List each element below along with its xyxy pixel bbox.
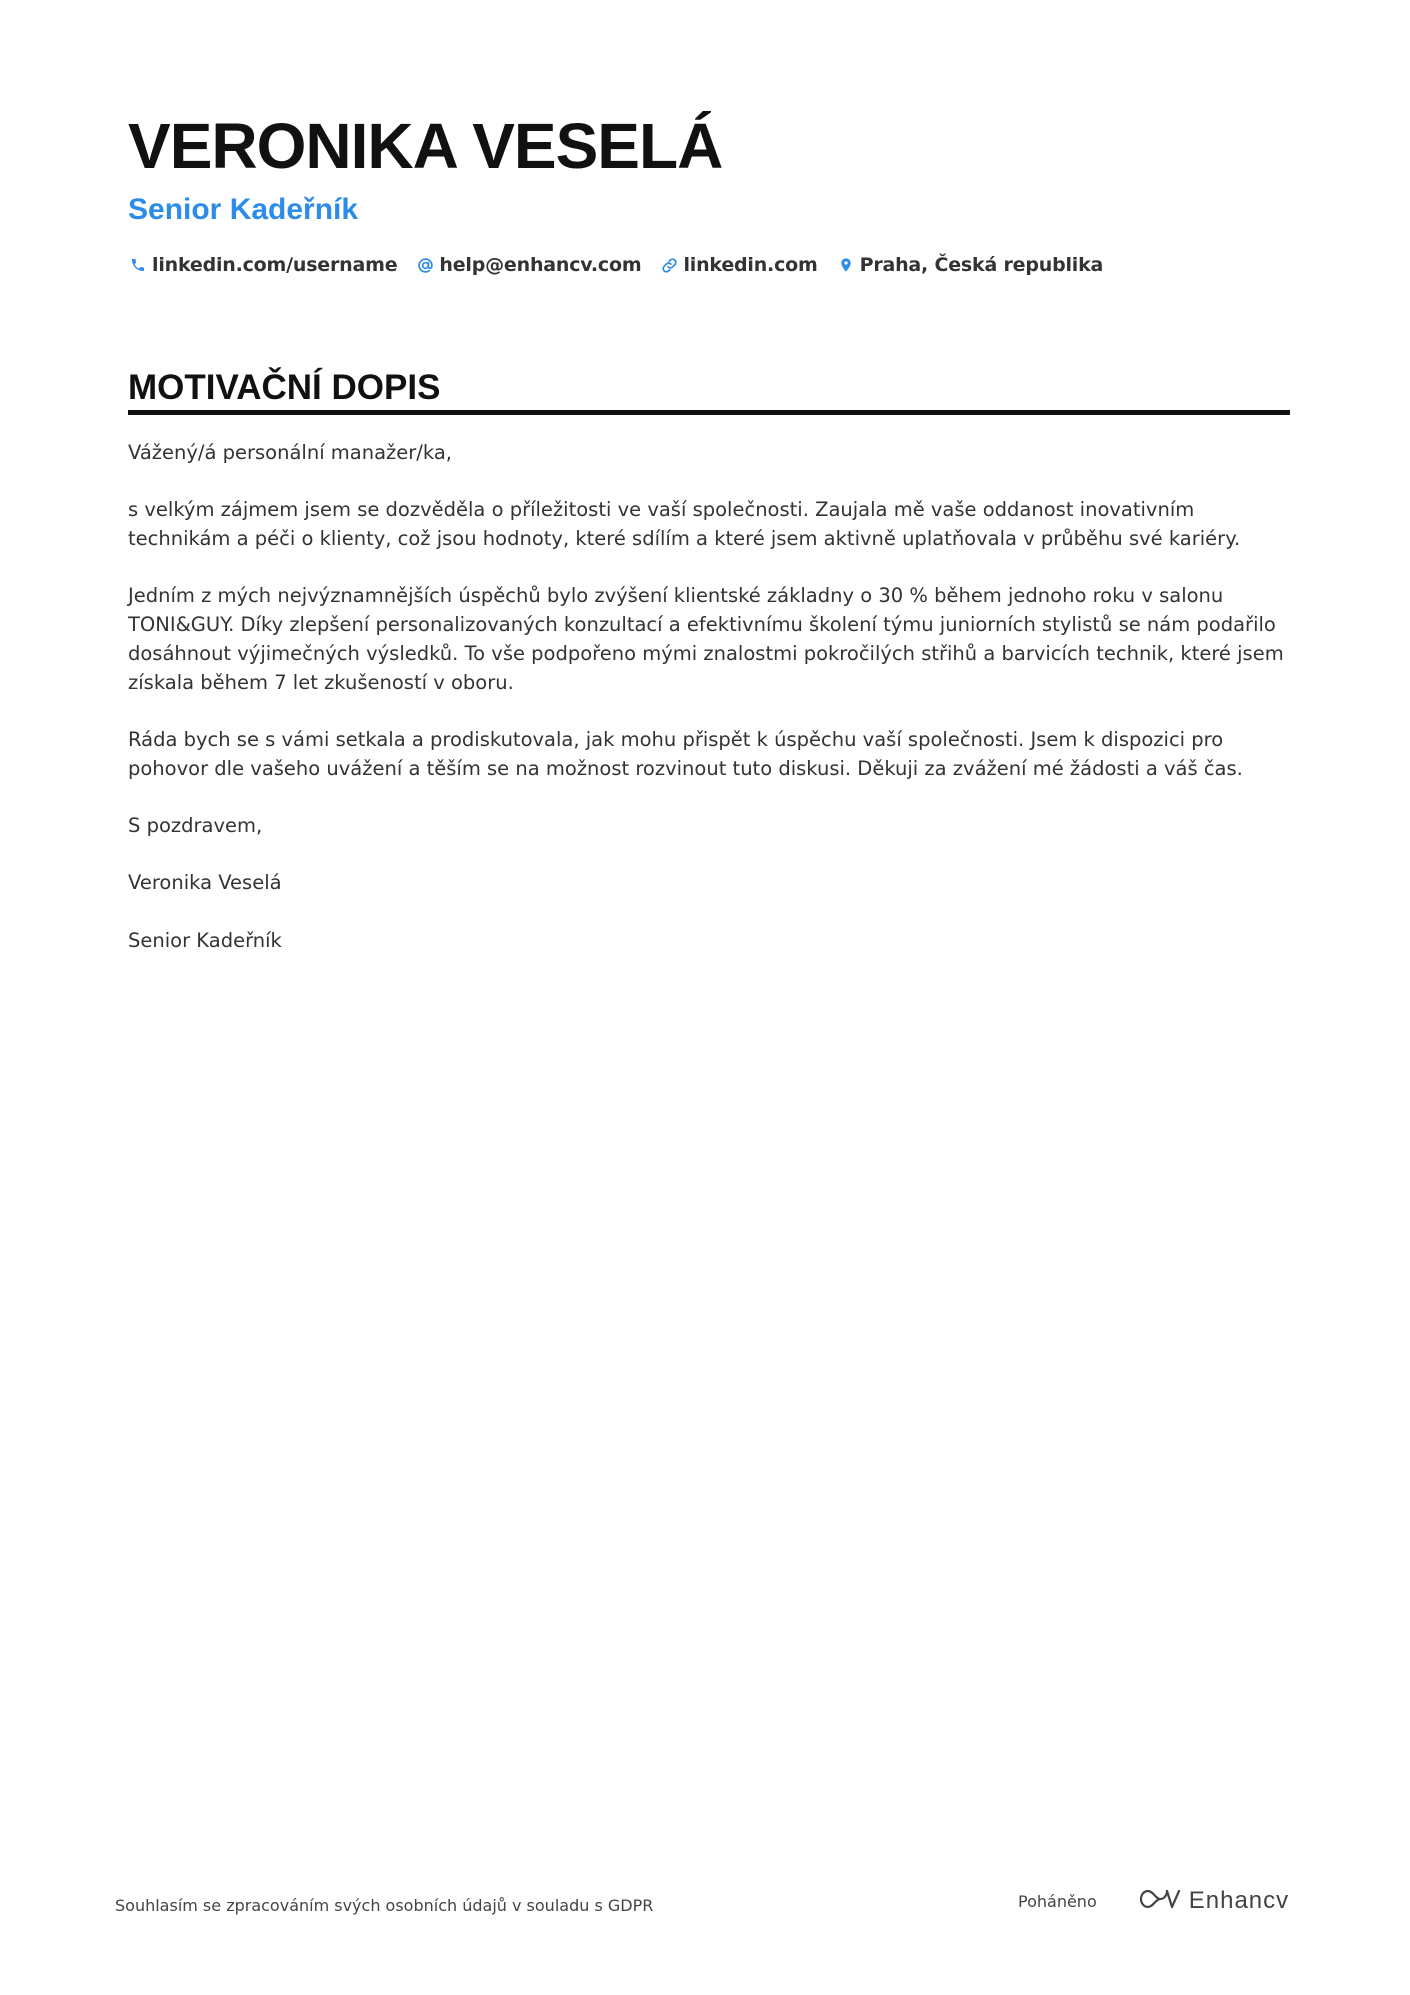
candidate-headline: Senior Kadeřník [128, 193, 359, 226]
location-pin-icon [836, 255, 856, 275]
contact-location [836, 254, 1104, 276]
contact-bar [128, 254, 1121, 276]
contact-website[interactable] [659, 254, 817, 276]
section-divider [128, 410, 1290, 415]
letter-paragraph: Jedním z mých nejvýznamnějších úspěchů bylo zvýšení klientské základny o 30 % během jednoho roku v salonu TONI&GUY. Díky zlepšení personalizovaných konzultací a efektivnímu školení týmu juniorních stylistů se nám podařilo dosáhnout výjimečných výsledků. To vše podpořeno mými znalostmi pokročilých střihů a barvicích technik, které jsem získala během 7 let zkušeností v oboru. [128, 584, 1284, 694]
contact-email[interactable] [415, 254, 641, 276]
powered-by [1018, 1886, 1289, 1916]
at-icon [415, 255, 435, 275]
gdpr-consent: Souhlasím se zpracováním svých osobních údajů v souladu s GDPR [115, 1896, 654, 1915]
letter-signature-name: Veronika Veselá [128, 871, 282, 895]
section-title: MOTIVAČNÍ DOPIS [128, 368, 441, 407]
link-icon [659, 255, 679, 275]
letter-paragraph: Ráda bych se s vámi setkala a prodiskutovala, jak mohu přispět k úspěchu vaší společnosti. Jsem k dispozici pro pohovor dle vašeho uvážení a těším se na možnost rozvinout tuto diskusi. Děkuji za zvážení mé žádosti a váš čas. [128, 727, 1243, 780]
enhancv-logo[interactable] [1137, 1886, 1289, 1916]
powered-by-label: Poháněno [1018, 1891, 1097, 1911]
contact-location-text: Praha, Česká republika [859, 254, 1104, 276]
contact-phone[interactable] [128, 254, 397, 276]
contact-email-text: help@enhancv.com [439, 254, 642, 276]
enhancv-brand-name: Enhancv [1188, 1887, 1290, 1914]
letter-greeting: Vážený/á personální manažer/ka, [128, 441, 452, 464]
contact-website-text: linkedin.com [683, 254, 818, 276]
letter-body [128, 439, 1290, 984]
candidate-name: VERONIKA VESELÁ [128, 110, 723, 182]
letter-closing: S pozdravem, [128, 814, 263, 838]
contact-phone-text: linkedin.com/username [152, 254, 398, 276]
letter-paragraph: s velkým zájmem jsem se dozvěděla o příležitosti ve vaší společnosti. Zaujala mě vaše oddanost inovativním technikám a péči o klienty, což jsou hodnoty, které sdílím a které jsem aktivně uplatňovala v průběhu své kariéry. [128, 498, 1241, 551]
phone-icon [128, 255, 148, 275]
letter-signature-title: Senior Kadeřník [128, 928, 282, 952]
enhancv-mark-icon [1137, 1886, 1183, 1916]
